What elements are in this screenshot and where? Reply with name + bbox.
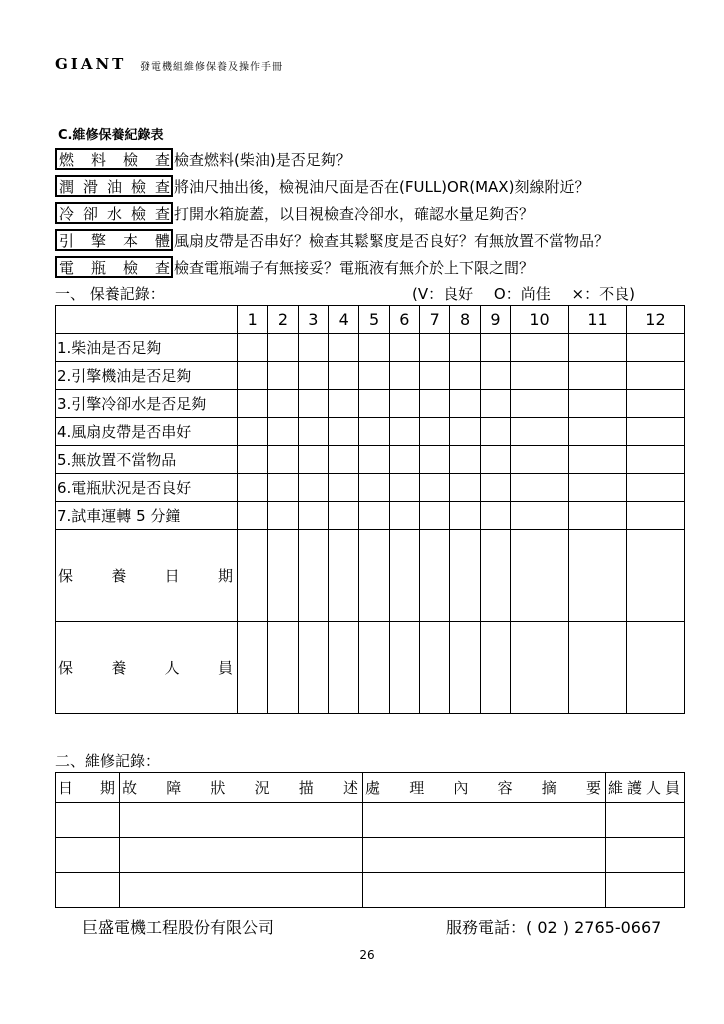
check-cell[interactable] (420, 334, 450, 362)
date-cell[interactable] (298, 530, 328, 622)
check-cell[interactable] (298, 418, 328, 446)
table-row (56, 838, 685, 873)
table-row (56, 873, 685, 908)
date-cell[interactable] (569, 530, 627, 622)
check-cell[interactable] (359, 390, 389, 418)
table-row (56, 803, 685, 838)
date-cell[interactable] (268, 530, 298, 622)
date-cell[interactable] (450, 530, 480, 622)
check-cell[interactable] (480, 446, 510, 474)
checklist-row-coolant (55, 202, 534, 224)
label-char: 日 (164, 567, 180, 585)
legend (412, 283, 635, 304)
page-number: 26 (359, 948, 375, 962)
table-row (56, 362, 685, 390)
person-cell[interactable] (329, 622, 359, 714)
label-char: 員 (217, 659, 233, 677)
check-cell[interactable] (420, 390, 450, 418)
check-cell[interactable] (268, 474, 298, 502)
label-char: 況 (254, 779, 270, 797)
label-char: 引 (59, 231, 75, 250)
label-char: 期 (217, 567, 233, 585)
label-char: 理 (409, 779, 425, 797)
check-cell[interactable] (329, 502, 359, 530)
label-char: 人 (164, 659, 180, 677)
month-header: 9 (480, 306, 510, 334)
check-cell[interactable] (329, 390, 359, 418)
col-fault-header (120, 773, 363, 803)
item-label: 6.電瓶狀況是否良好 (56, 474, 238, 502)
col-date-header (56, 773, 120, 803)
person-cell[interactable] (238, 622, 268, 714)
label-char: 養 (111, 567, 127, 585)
check-cell[interactable] (298, 362, 328, 390)
company-name: 巨盛電機工程股份有限公司 (82, 918, 275, 937)
label-char: 期 (99, 779, 115, 797)
col-action-header (363, 773, 606, 803)
repair-fault-cell[interactable] (120, 803, 363, 838)
label-char: 查 (154, 258, 170, 277)
label-char: 檢 (130, 177, 146, 196)
item-label: 2.引擎機油是否足夠 (56, 362, 238, 390)
check-cell[interactable] (626, 418, 684, 446)
check-cell[interactable] (389, 418, 419, 446)
check-cell[interactable] (450, 334, 480, 362)
check-cell[interactable] (359, 446, 389, 474)
check-cell[interactable] (268, 390, 298, 418)
label-char: 擎 (90, 231, 106, 250)
label-char: 查 (154, 177, 170, 196)
section-title: C.維修保養紀錄表 (58, 128, 164, 143)
check-cell[interactable] (420, 446, 450, 474)
label-char: 處 (365, 779, 381, 797)
check-cell[interactable] (329, 418, 359, 446)
check-cell[interactable] (511, 390, 569, 418)
check-cell[interactable] (511, 446, 569, 474)
maintenance-date-row (56, 530, 685, 622)
check-cell[interactable] (450, 418, 480, 446)
repair-date-cell[interactable] (56, 838, 120, 873)
item-label: 7.試車運轉 5 分鐘 (56, 502, 238, 530)
label-char: 日 (58, 779, 74, 797)
label-char: 體 (154, 231, 170, 250)
month-header: 1 (238, 306, 268, 334)
table-row (56, 446, 685, 474)
person-cell[interactable] (359, 622, 389, 714)
checklist-desc-oil: 將油尺抽出後，檢視油尺面是否在(FULL)OR(MAX)刻線附近？ (174, 177, 590, 196)
label-char: 滑 (82, 177, 98, 196)
check-cell[interactable] (569, 502, 627, 530)
month-header: 4 (329, 306, 359, 334)
check-cell[interactable] (389, 334, 419, 362)
check-cell[interactable] (389, 362, 419, 390)
maintenance-date-label (56, 530, 238, 622)
person-cell[interactable] (626, 622, 684, 714)
check-cell[interactable] (238, 474, 268, 502)
repair-record-title: 二、維修記錄： (55, 752, 161, 770)
item-label: 1.柴油是否足夠 (56, 334, 238, 362)
col-person-header (606, 773, 685, 803)
date-cell[interactable] (238, 530, 268, 622)
checklist-desc-fuel: 檢查燃料(柴油)是否足夠？ (174, 150, 351, 169)
repair-fault-cell[interactable] (120, 838, 363, 873)
checklist-row-fuel (55, 148, 351, 170)
check-cell[interactable] (389, 474, 419, 502)
person-cell[interactable] (511, 622, 569, 714)
label-char: 瓶 (90, 258, 106, 277)
check-cell[interactable] (329, 474, 359, 502)
label-char: 燃 (59, 150, 75, 169)
label-char: 描 (298, 779, 314, 797)
check-cell[interactable] (569, 474, 627, 502)
repair-person-cell[interactable] (606, 803, 685, 838)
label-char: 電 (59, 258, 75, 277)
label-char: 述 (342, 779, 358, 797)
check-cell[interactable] (511, 334, 569, 362)
check-cell[interactable] (359, 334, 389, 362)
check-cell[interactable] (329, 334, 359, 362)
check-cell[interactable] (359, 474, 389, 502)
month-header: 12 (626, 306, 684, 334)
check-cell[interactable] (389, 390, 419, 418)
label-char: 養 (111, 659, 127, 677)
check-cell[interactable] (450, 502, 480, 530)
check-cell[interactable] (329, 362, 359, 390)
table-row (56, 390, 685, 418)
date-cell[interactable] (626, 530, 684, 622)
check-cell[interactable] (480, 362, 510, 390)
check-cell[interactable] (238, 418, 268, 446)
legend-bad: ×：不良) (571, 285, 635, 303)
label-char: 狀 (210, 779, 226, 797)
check-cell[interactable] (450, 390, 480, 418)
maintenance-record-title: 一、 保養記錄： (55, 285, 165, 303)
label-char: 冷 (59, 204, 75, 223)
check-cell[interactable] (268, 446, 298, 474)
label-char: 水 (106, 204, 122, 223)
check-cell[interactable] (450, 446, 480, 474)
label-char: 保 (58, 567, 74, 585)
check-cell[interactable] (511, 362, 569, 390)
label-char: 人 (645, 779, 661, 797)
table-row (56, 502, 685, 530)
repair-person-cell[interactable] (606, 838, 685, 873)
date-cell[interactable] (389, 530, 419, 622)
check-cell[interactable] (626, 334, 684, 362)
checklist-label-fuel (55, 148, 173, 170)
label-char: 維 (608, 779, 624, 797)
check-cell[interactable] (298, 334, 328, 362)
repair-action-cell[interactable] (363, 838, 606, 873)
check-cell[interactable] (626, 362, 684, 390)
check-cell[interactable] (238, 334, 268, 362)
checklist-label-battery (55, 256, 173, 278)
person-cell[interactable] (569, 622, 627, 714)
month-header: 10 (511, 306, 569, 334)
check-cell[interactable] (480, 390, 510, 418)
repair-person-cell[interactable] (606, 873, 685, 908)
check-cell[interactable] (569, 418, 627, 446)
label-char: 查 (154, 150, 170, 169)
check-cell[interactable] (626, 474, 684, 502)
check-cell[interactable] (359, 502, 389, 530)
date-cell[interactable] (359, 530, 389, 622)
month-header: 5 (359, 306, 389, 334)
maintenance-person-label (56, 622, 238, 714)
check-cell[interactable] (268, 334, 298, 362)
check-cell[interactable] (389, 502, 419, 530)
check-cell[interactable] (569, 362, 627, 390)
check-cell[interactable] (480, 418, 510, 446)
check-cell[interactable] (298, 502, 328, 530)
month-header: 3 (298, 306, 328, 334)
manual-title: 發電機組維修保養及操作手冊 (140, 62, 283, 73)
date-cell[interactable] (329, 530, 359, 622)
checklist-row-oil (55, 175, 589, 197)
check-cell[interactable] (238, 362, 268, 390)
check-cell[interactable] (480, 474, 510, 502)
table-row (56, 418, 685, 446)
check-cell[interactable] (329, 446, 359, 474)
checklist-desc-coolant: 打開水箱旋蓋，以目視檢查冷卻水，確認水量足夠否？ (174, 204, 535, 223)
table-row (56, 474, 685, 502)
check-cell[interactable] (298, 390, 328, 418)
check-cell[interactable] (420, 474, 450, 502)
checklist-row-engine (55, 229, 609, 251)
date-cell[interactable] (480, 530, 510, 622)
month-header: 7 (420, 306, 450, 334)
date-cell[interactable] (511, 530, 569, 622)
check-cell[interactable] (450, 474, 480, 502)
label-char: 卻 (82, 204, 98, 223)
item-label: 4.風扇皮帶是否串好 (56, 418, 238, 446)
check-cell[interactable] (511, 418, 569, 446)
label-char: 料 (90, 150, 106, 169)
check-cell[interactable] (569, 334, 627, 362)
label-char: 查 (154, 204, 170, 223)
check-cell[interactable] (359, 362, 389, 390)
label-char: 摘 (541, 779, 557, 797)
check-cell[interactable] (238, 446, 268, 474)
label-char: 檢 (122, 258, 138, 277)
repair-action-cell[interactable] (363, 873, 606, 908)
month-header: 8 (450, 306, 480, 334)
check-cell[interactable] (569, 390, 627, 418)
repair-header-row (56, 773, 685, 803)
repair-date-cell[interactable] (56, 803, 120, 838)
checklist-desc-battery: 檢查電瓶端子有無接妥？電瓶液有無介於上下限之間？ (174, 258, 535, 277)
person-cell[interactable] (480, 622, 510, 714)
check-cell[interactable] (420, 362, 450, 390)
label-char: 故 (122, 779, 138, 797)
item-label: 5.無放置不當物品 (56, 446, 238, 474)
checklist-row-battery (55, 256, 534, 278)
check-cell[interactable] (298, 474, 328, 502)
check-cell[interactable] (480, 502, 510, 530)
repair-table (55, 772, 685, 908)
label-char: 障 (166, 779, 182, 797)
check-cell[interactable] (626, 502, 684, 530)
check-cell[interactable] (450, 362, 480, 390)
repair-action-cell[interactable] (363, 803, 606, 838)
label-char: 容 (497, 779, 513, 797)
check-cell[interactable] (420, 418, 450, 446)
check-cell[interactable] (238, 390, 268, 418)
label-char: 本 (122, 231, 138, 250)
label-char: 內 (453, 779, 469, 797)
person-cell[interactable] (420, 622, 450, 714)
table-row (56, 334, 685, 362)
check-cell[interactable] (238, 502, 268, 530)
checklist-label-coolant (55, 202, 173, 224)
check-cell[interactable] (511, 502, 569, 530)
person-cell[interactable] (298, 622, 328, 714)
maintenance-table (55, 305, 685, 714)
check-cell[interactable] (359, 418, 389, 446)
date-cell[interactable] (420, 530, 450, 622)
label-char: 檢 (122, 150, 138, 169)
label-char: 檢 (130, 204, 146, 223)
check-cell[interactable] (389, 446, 419, 474)
check-cell[interactable] (569, 446, 627, 474)
checklist-label-engine (55, 229, 173, 251)
month-header: 2 (268, 306, 298, 334)
legend-good: (V：良好 (412, 285, 474, 303)
repair-date-cell[interactable] (56, 873, 120, 908)
person-cell[interactable] (389, 622, 419, 714)
checklist-label-oil (55, 175, 173, 197)
checklist-desc-engine: 風扇皮帶是否串好？檢查其鬆緊度是否良好？有無放置不當物品？ (174, 231, 610, 250)
check-cell[interactable] (268, 418, 298, 446)
label-char: 油 (106, 177, 122, 196)
check-cell[interactable] (480, 334, 510, 362)
label-char: 潤 (59, 177, 75, 196)
legend-fair: O：尚佳 (493, 285, 551, 303)
maintenance-person-row (56, 622, 685, 714)
check-cell[interactable] (511, 474, 569, 502)
person-cell[interactable] (268, 622, 298, 714)
label-char: 保 (58, 659, 74, 677)
check-cell[interactable] (626, 446, 684, 474)
month-header: 6 (389, 306, 419, 334)
person-cell[interactable] (450, 622, 480, 714)
check-cell[interactable] (298, 446, 328, 474)
label-char: 護 (626, 779, 642, 797)
check-cell[interactable] (268, 362, 298, 390)
repair-fault-cell[interactable] (120, 873, 363, 908)
brand-logo: GIANT (55, 55, 127, 73)
label-char: 要 (585, 779, 601, 797)
check-cell[interactable] (268, 502, 298, 530)
item-label: 3.引擎冷卻水是否足夠 (56, 390, 238, 418)
label-char: 員 (664, 779, 680, 797)
check-cell[interactable] (626, 390, 684, 418)
check-cell[interactable] (420, 502, 450, 530)
month-header: 11 (569, 306, 627, 334)
service-phone: 服務電話：( 02 ) 2765-0667 (446, 918, 662, 937)
month-header-row (56, 306, 685, 334)
header-corner-cell (56, 306, 238, 334)
